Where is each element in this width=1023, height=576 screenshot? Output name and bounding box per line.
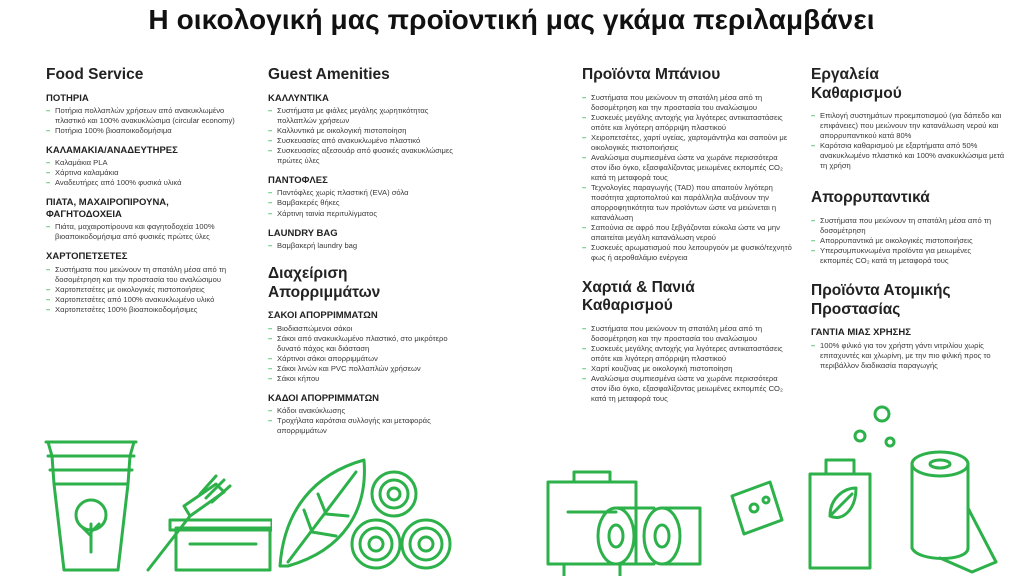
- list-item: – Χαρτοπετσέτες με οικολογικές πιστοποιήσεις: [46, 285, 246, 295]
- detergent-canister-icon: [810, 460, 870, 568]
- list-item: – Υπερσυμπυκνωμένα προϊόντα για μειωμένες εκπομπές CO₂ κατά τη μεταφορά τους: [811, 246, 1006, 266]
- list-item: – Απορρυπαντικά με οικολογικές πιστοποιήσεις: [811, 236, 1006, 246]
- list-item: – Συστήματα που μειώνουν τη σπατάλη μέσα από τη δοσομέτρηση και την προστασία του αναλώσιμου: [46, 265, 246, 285]
- list-item: – Ποτήρια 100% βιοαποικοδομήσιμα: [46, 126, 246, 136]
- cleaning-tools-column: [811, 66, 1006, 380]
- list-item: – Συσκευές μεγάλης αντοχής για λιγότερες αντικαταστάσεις οπότε και λιγότερη απόρριψη πλαστικού: [582, 113, 792, 133]
- list-item: – Συσκευές αρωματισμού που λειτουργούν με φυσικό/τεχνητό φως ή αεροθαλάμιο ενέργεια: [582, 243, 792, 263]
- group-detergents: [811, 216, 1006, 266]
- detergents-title: Απορρυπαντικά: [811, 189, 930, 207]
- list-item: – Συστήματα που μειώνουν τη σπατάλη μέσα από τη δοσομέτρηση και την προστασία του αναλώσιμου: [582, 324, 792, 344]
- list-item: – Τεχνολογίες παραγωγής (TAD) που απαιτούν λιγότερη ποσότητα χαρτοπολτού και παράλληλα αυξάνουν την απορροφητικότητα των προϊόντων ώστε να μειώνεται η κατανάλωση: [582, 183, 792, 223]
- bathroom-products-column: [582, 66, 792, 413]
- cleaning-illustration: [800, 398, 1000, 576]
- list-item: – Συσκευές μεγάλης αντοχής για λιγότερες αντικαταστάσεις οπότε και λιγότερη απόρριψη πλαστικού: [582, 344, 792, 364]
- list-item: – Σάκοι κήπου: [268, 374, 468, 384]
- group-straws: [46, 145, 246, 188]
- list-item: – Αναλώσιμα συμπιεσμένα ώστε να χωράνε περισσότερα στον ίδιο όγκο, εξασφαλίζοντας μειωμένες εκπομπές CO₂ κατά τη μεταφορά τους: [582, 153, 792, 183]
- group-slippers: [268, 175, 468, 218]
- list-item: – Επιλογή συστημάτων προεμποτισμού (για δάπεδο και επιφάνειες) που μειώνουν την κατανάλωση νερού και απορρυπαντικού κατά 80%: [811, 111, 1006, 141]
- group-title: ΚΑΛΑΜΑΚΙΑ/ΑΝΑΔΕΥΤΗΡΕΣ: [46, 145, 178, 157]
- list-item: – Χαρτί κουζίνας με οικολογική πιστοποίηση: [582, 364, 792, 374]
- group-plates: [46, 197, 246, 242]
- group-laundry-bag: [268, 228, 468, 251]
- cleaning-tools-title: Εργαλεία Καθαρισμού: [811, 66, 902, 102]
- list-item: – Ποτήρια πολλαπλών χρήσεων από ανακυκλωμένο πλαστικό και 100% ανακυκλώσιμα (circular economy): [46, 106, 246, 126]
- group-cleaning-tools: [811, 111, 1006, 171]
- list-item: – Καρότσια καθαρισμού με εξαρτήματα από 50% ανακυκλωμένο πλαστικό και 100% ανακυκλώσιμα μετά τη χρήση: [811, 141, 1006, 171]
- list-item: – Βαμβακερή laundry bag: [268, 241, 468, 251]
- group-title: ΠΟΤΗΡΙΑ: [46, 92, 89, 104]
- group-napkins: [46, 251, 246, 314]
- list-item: – Αναδευτήρες από 100% φυσικά υλικά: [46, 178, 246, 188]
- group-title: ΣΑΚΟΙ ΑΠΟΡΡΙΜΜΑΤΩΝ: [268, 310, 378, 322]
- cups-icon: [46, 442, 136, 570]
- group-gloves: [811, 327, 1006, 370]
- list-item: – Σάκοι από ανακυκλωμένο πλαστικό, στο μικρότερο δυνατό πάχος και διάσταση: [268, 334, 468, 354]
- group-bathroom: [582, 93, 792, 263]
- list-item: – Καλλυντικά με οικολογική πιστοποίηση: [268, 126, 468, 136]
- food-service-column: [46, 66, 246, 324]
- bathroom-products-title: Προϊόντα Μπάνιου: [582, 66, 721, 83]
- list-item: – Βιοδιασπώμενοι σάκοι: [268, 324, 468, 334]
- group-title: ΚΑΛΛΥΝΤΙΚΑ: [268, 92, 329, 104]
- list-item: – Χάρτινη ταινία περιτυλίγματος: [268, 209, 468, 219]
- group-cosmetics: [268, 93, 468, 166]
- list-item: – Σάκοι λινών και PVC πολλαπλών χρήσεων: [268, 364, 468, 374]
- group-title: ΓΑΝΤΙΑ ΜΙΑΣ ΧΡΗΣΗΣ: [811, 327, 911, 339]
- bathroom-illustration: [544, 452, 784, 576]
- group-title: ΠΑΝΤΟΦΛΕΣ: [268, 175, 328, 187]
- fork-icon: [148, 476, 230, 570]
- list-item: – Συστήματα που μειώνουν τη σπατάλη μέσα από τη δοσομέτρηση και την προστασία του αναλώσιμου: [582, 93, 792, 113]
- list-item: – Συστήματα με φιάλες μεγάλης χωρητικότητας πολλαπλών χρήσεων: [268, 106, 468, 126]
- list-item: – Συστήματα που μειώνουν τη σπατάλη μέσα από τη δοσομέτρηση: [811, 216, 1006, 236]
- soap-icon: [732, 482, 782, 534]
- list-item: – Πιάτα, μαχαιροπίρουνα και φαγητοδοχεία 100% βιοαποικοδομήσιμα από φυσικές πρώτες ύλες: [46, 222, 246, 242]
- waste-illustration: [274, 450, 454, 576]
- list-item: – Συσκευασίες από ανακυκλωμένο πλαστικό: [268, 136, 468, 146]
- guest-amenities-title: Guest Amenities: [268, 66, 390, 83]
- food-container-icon: [170, 520, 272, 570]
- list-item: – 100% φιλικό για τον χρήστη γάντι νιτριλίου χωρίς επιταχυντές και χλωρίνη, με την πιο φιλική προς το περιβάλλον διαδικασία παραγωγής: [811, 341, 1006, 371]
- list-item: – Χαρτοπετσέτες από 100% ανακυκλωμένο υλικό: [46, 295, 246, 305]
- food-service-title: Food Service: [46, 66, 144, 83]
- bubbles-icon: [855, 407, 894, 446]
- list-item: – Αναλώσιμα συμπιεσμένα ώστε να χωράνε περισσότερα στον ίδιο όγκο, εξασφαλίζοντας μειωμένες εκπομπές CO₂ κατά τη μεταφορά τους: [582, 374, 792, 404]
- personal-protection-title: Προϊόντα Ατομικής Προστασίας: [811, 281, 951, 318]
- rolls-icon: [352, 472, 450, 568]
- list-item: – Τροχήλατα καρότσια συλλογής και μεταφοράς απορριμμάτων: [268, 416, 468, 436]
- group-title: ΧΑΡΤΟΠΕΤΣΕΤΕΣ: [46, 251, 128, 263]
- list-item: – Συσκευασίες αξεσουάρ από φυσικές ανακυκλώσιμες πρώτες ύλες: [268, 146, 468, 166]
- group-cleaning-papers: [582, 324, 792, 404]
- group-waste-bins: [268, 393, 468, 436]
- group-title: ΚΑΔΟΙ ΑΠΟΡΡΙΜΜΑΤΩΝ: [268, 392, 380, 404]
- guest-amenities-column: [268, 66, 468, 445]
- list-item: – Βαμβακερές θήκες: [268, 198, 468, 208]
- group-title: ΠΙΑΤΑ, ΜΑΧΑΙΡΟΠΙΡΟΥΝΑ, ΦΑΓΗΤΟΔΟΧΕΙΑ: [46, 197, 169, 220]
- waste-management-title: Διαχείριση Απορριμμάτων: [268, 264, 381, 301]
- toilet-roll-icon: [598, 508, 700, 564]
- list-item: – Χάρτινα καλαμάκια: [46, 168, 246, 178]
- group-cups: [46, 93, 246, 136]
- list-item: – Σαπούνια σε αφρό που ξεβγάζονται εύκολα ώστε να μην απαιτείται μεγάλη κατανάλωση νερού: [582, 223, 792, 243]
- food-service-illustration: [40, 420, 272, 576]
- list-item: – Χαρτοπετσέτες 100% βιοαποικοδομήσιμες: [46, 305, 246, 315]
- list-item: – Παντόφλες χωρίς πλαστική (EVA) σόλα: [268, 188, 468, 198]
- group-waste-bags: [268, 310, 468, 383]
- list-item: – Χάρτινοι σάκοι απορριμμάτων: [268, 354, 468, 364]
- group-title: LAUNDRY BAG: [268, 227, 338, 239]
- paper-towel-roll-icon: [912, 452, 996, 572]
- page-title: Η οικολογική μας προϊοντική μας γκάμα περιλαμβάνει: [148, 4, 875, 35]
- list-item: – Χειροπετσέτες, χαρτί υγείας, χαρτομάντηλα και σαπούνι με οικολογικές πιστοποιήσεις: [582, 133, 792, 153]
- list-item: – Κάδοι ανακύκλωσης: [268, 406, 468, 416]
- list-item: – Καλαμάκια PLA: [46, 158, 246, 168]
- cleaning-papers-title: Χαρτιά & Πανιά Καθαρισμού: [582, 278, 695, 315]
